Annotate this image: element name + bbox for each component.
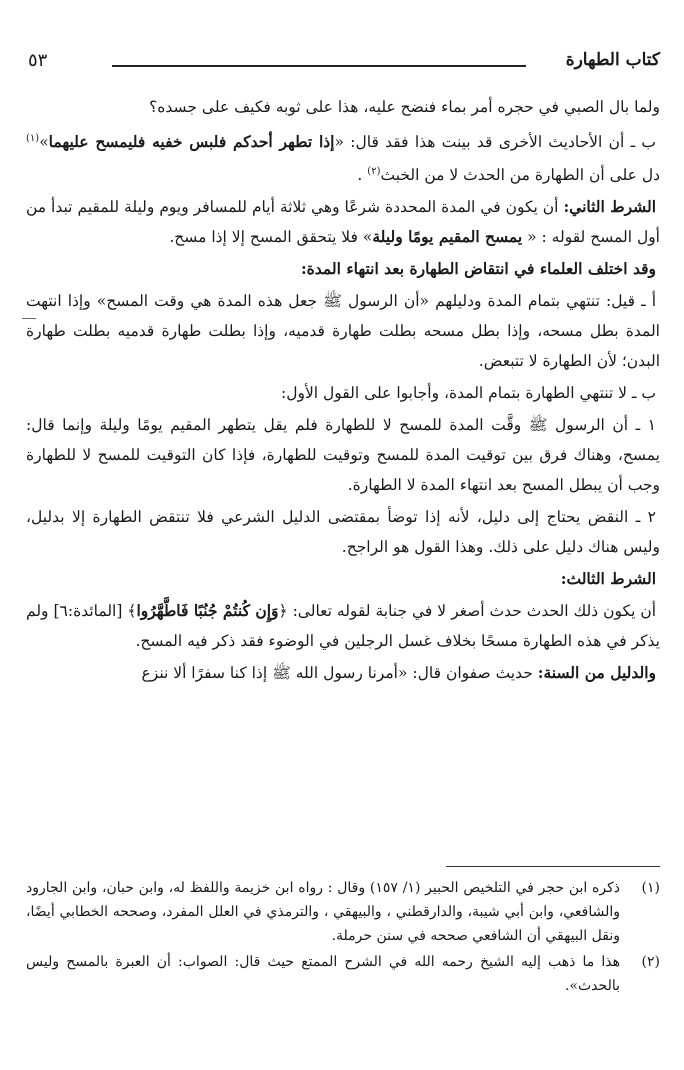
footnotes: [26, 876, 660, 1000]
footnote-2: [26, 950, 660, 998]
paragraph-2: ب ـ أن الأحاديث الأخرى قد بينت هذا فقد قال: «إذا تطهر أحدكم فلبس خفيه فليمسح عليهما»$^{(١)}$ دل على أن الطهارة من الحدث لا من الخبث$^{(٢)}$ .: [26, 132, 660, 185]
paragraph-10: أن يكون ذلك الحدث حدث أصغر لا في جنابة لقوله تعالى: ﴿وَإِن كُنتُمْ جُنُبًا فَاطَّهَّرُوا﴾ [المائدة:٦] ولم يذكر في هذه الطهارة مسحًا بخلاف غسل الرجلين في الوضوء فقد ذكر فيه المسح.: [26, 601, 660, 651]
page-number: ٥٣: [28, 50, 48, 71]
quran-verse: وَإِن كُنتُمْ جُنُبًا فَاطَّهَّرُوا: [136, 601, 279, 621]
footnote-text: ذكره ابن حجر في التلخيص الحبير (١/ ١٥٧) وقال : رواه ابن خزيمة واللفظ له، وابن حبان، وابن الجارود والشافعي، وابن أبي شيبة، والدارقطني ، والبيهقي ، والترمذي في العلل المفرد، وصححه الخطابي أيضًا، ونقل البيهقي أن الشافعي صححه في سنن حرملة.: [26, 880, 620, 944]
footnote-ref-1: (١): [26, 133, 40, 144]
hadith-quote: يمسح المقيم يومًا وليلة: [372, 227, 523, 247]
paragraph-3: الشرط الثاني: أن يكون في المدة المحددة شرعًا وهي ثلاثة أيام للمسافر ويوم وليلة للمقيم تبدأ من أول المسح لقوله : « يمسح المقيم يومًا وليلة» فلا يتحقق المسح إلا إذا مسح.: [26, 197, 660, 247]
hadith-quote: إذا تطهر أحدكم فلبس خفيه فليمسح عليهما: [48, 132, 335, 152]
footnote-number: (١): [641, 880, 660, 896]
footnote-number: (٢): [641, 954, 660, 970]
running-header: [28, 48, 660, 78]
paragraph-11: والدليل من السنة: حديث صفوان قال: «أمرنا رسول الله ﷺ إذا كنا سفرًا ألا ننزع: [141, 663, 656, 683]
paragraph-5: أ ـ قيل: تنتهي بتمام المدة ودليلهم «أن الرسول ﷺ جعل هذه المدة هي وقت المسح» وإذا انتهت المدة بطل مسحه، وإذا بطل مسحه بطلت طهارة قدميه، وإذا بطلت طهارة قدميه بطلت طهارة البدن؛ لأن الطهارة لا تتبعض.: [26, 292, 660, 371]
paragraph-1: ولما بال الصبي في حجره أمر بماء فنضح عليه، هذا على ثوبه فكيف على جسده؟: [149, 98, 660, 116]
evidence-heading: والدليل من السنة:: [537, 663, 656, 683]
paragraph-6: ب ـ لا تنتهي الطهارة بتمام المدة، وأجابوا على القول الأول:: [281, 384, 656, 403]
main-text: [26, 92, 660, 690]
margin-mark: [22, 318, 36, 319]
paragraph-7: ١ ـ أن الرسول ﷺ وقَّت المدة للمسح لا للطهارة فلم يقل يتطهر المقيم يومًا وليلة وإنما قال: يمسح، وهناك فرق بين توقيت المدة للمسح وتوقيت للطهارة، فإذا كان التوقيت للمسح لا للطهارة وجب أن يبطل المسح بعد انتهاء المدة لا الطهارة.: [26, 416, 660, 495]
paragraph-8: ٢ ـ النقض يحتاج إلى دليل، لأنه إذا توضأ بمقتضى الدليل الشرعي فلا تنتقض الطهارة إلا بدليل، وليس هناك دليل على ذلك. وهذا القول هو الراجح.: [26, 508, 660, 557]
footnote-ref-2: (٢): [367, 166, 381, 178]
paragraph-4: وقد اختلف العلماء في انتقاض الطهارة بعد انتهاء المدة:: [300, 259, 656, 279]
footnote-separator: [446, 866, 660, 867]
condition-heading-2: الشرط الثاني:: [563, 197, 657, 217]
condition-heading-3: الشرط الثالث:: [560, 569, 656, 589]
running-title: كتاب الطهارة: [565, 50, 660, 70]
footnote-text: هذا ما ذهب إليه الشيخ رحمه الله في الشرح الممتع حيث قال: الصواب: أن العبرة بالمسح وليس بالحدث».: [26, 954, 620, 994]
footnote-1: [26, 876, 660, 948]
header-rule: [112, 65, 526, 67]
